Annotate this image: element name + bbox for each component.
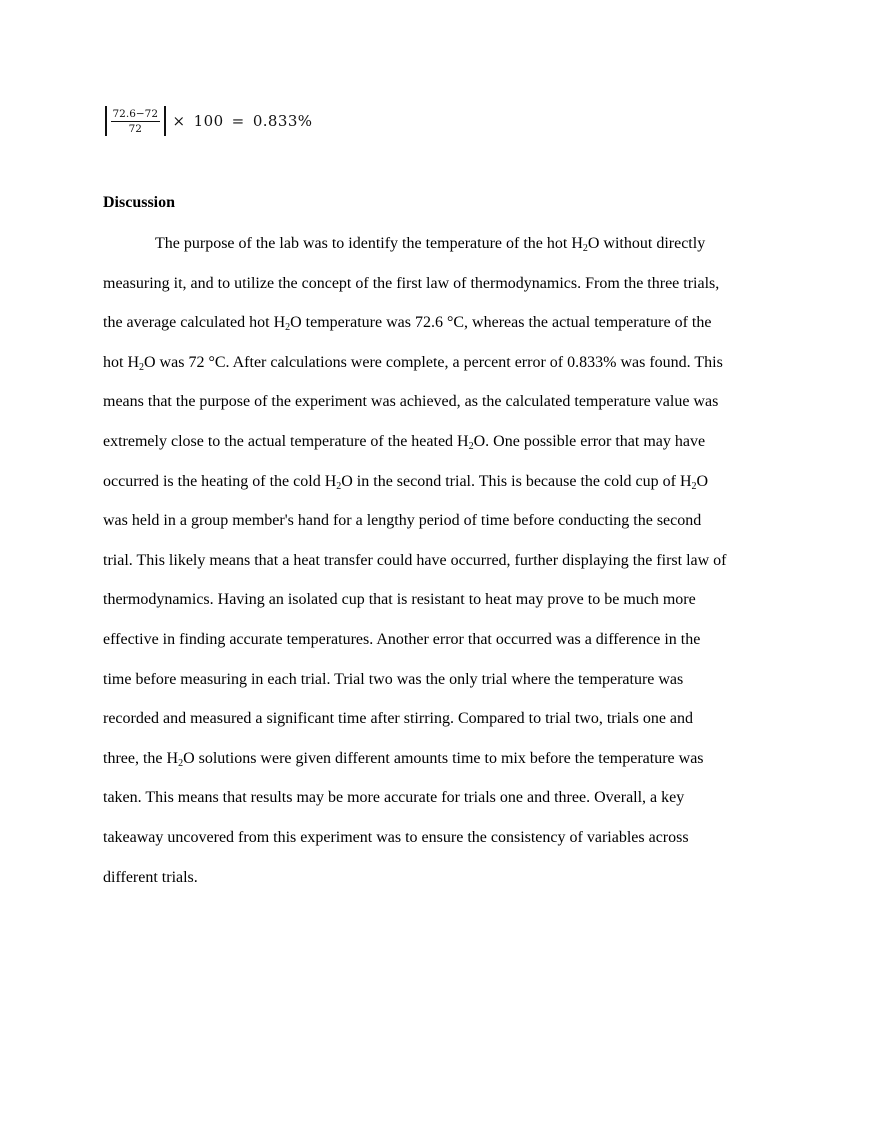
formula-result: × 100 = 0.833% — [172, 112, 313, 130]
text-segment: O. One possible error that may have — [473, 433, 706, 450]
text-segment: means that the purpose of the experiment was achieved, as the calculated temperature value was — [103, 393, 719, 411]
text-line — [103, 392, 718, 412]
absolute-value-bar-right — [164, 106, 166, 136]
text-segment: The purpose of the lab was to identify the temperature of the hot H — [155, 235, 583, 252]
text-segment: taken. This means that results may be more accurate for trials one and three. Overall, a key — [103, 789, 685, 807]
subscript: 2 — [468, 441, 474, 452]
text-segment: O was 72 °C. After calculations were complete, a percent error of 0.833% was found. This — [144, 353, 723, 371]
absolute-value-bar-left — [105, 106, 107, 136]
text-segment: trial. This likely means that a heat transfer could have occurred, further displaying the first law of — [103, 551, 727, 569]
text-segment: O in the second trial. This is because the cold cup of H — [341, 472, 692, 490]
text-segment: the average calculated hot H — [103, 314, 286, 332]
text-line — [103, 788, 684, 808]
text-line — [103, 630, 700, 650]
text-line — [155, 234, 705, 254]
subscript: 2 — [582, 243, 588, 254]
text-segment: time before measuring in each trial. Trial two was the only trial where the temperature was — [103, 670, 684, 688]
text-segment: occurred is the heating of the cold H — [103, 472, 337, 490]
fraction-denominator: 72 — [128, 122, 142, 135]
text-segment: takeaway uncovered from this experiment was to ensure the consistency of variables across — [103, 829, 689, 846]
subscript: 2 — [691, 480, 697, 492]
text-segment: different trials. — [103, 868, 198, 886]
text-line — [103, 353, 723, 373]
text-line — [103, 709, 693, 729]
text-line — [103, 274, 719, 294]
text-segment: three, the H — [103, 749, 179, 767]
subscript: 2 — [285, 322, 291, 334]
fraction — [111, 108, 161, 135]
text-line — [103, 670, 683, 690]
text-line — [103, 313, 711, 333]
text-segment: recorded and measured a significant time after stirring. Compared to trial two, trials one and — [103, 710, 694, 728]
text-segment: measuring it, and to utilize the concept of the first law of thermodynamics. From the three trials, — [103, 274, 720, 292]
percent-error-formula — [103, 104, 312, 138]
text-line — [103, 868, 198, 888]
text-segment: effective in finding accurate temperatures. Another error that occurred was a difference in the — [103, 631, 701, 648]
text-segment: hot H — [103, 353, 139, 371]
subscript: 2 — [178, 757, 184, 769]
text-segment: O without directly — [587, 235, 706, 252]
text-line — [103, 828, 689, 848]
text-segment: O solutions were given different amounts time to mix before the temperature was — [183, 749, 704, 767]
text-line — [103, 551, 727, 571]
section-heading-discussion: Discussion — [103, 194, 176, 211]
text-segment: was held in a group member's hand for a lengthy period of time before conducting the second — [103, 512, 702, 530]
text-line — [103, 749, 704, 769]
text-segment: extremely close to the actual temperature of the heated H — [103, 433, 469, 450]
text-segment: O temperature was 72.6 °C, whereas the actual temperature of the — [290, 314, 712, 332]
subscript: 2 — [336, 480, 342, 492]
subscript: 2 — [139, 361, 144, 373]
fraction-numerator: 72.6−72 — [112, 107, 159, 120]
text-line — [103, 511, 701, 531]
text-line — [103, 590, 696, 610]
text-segment: O — [696, 472, 709, 490]
text-line — [103, 432, 705, 452]
text-segment: thermodynamics. Having an isolated cup that is resistant to heat may prove to be much more — [103, 591, 696, 609]
text-line — [103, 472, 708, 492]
